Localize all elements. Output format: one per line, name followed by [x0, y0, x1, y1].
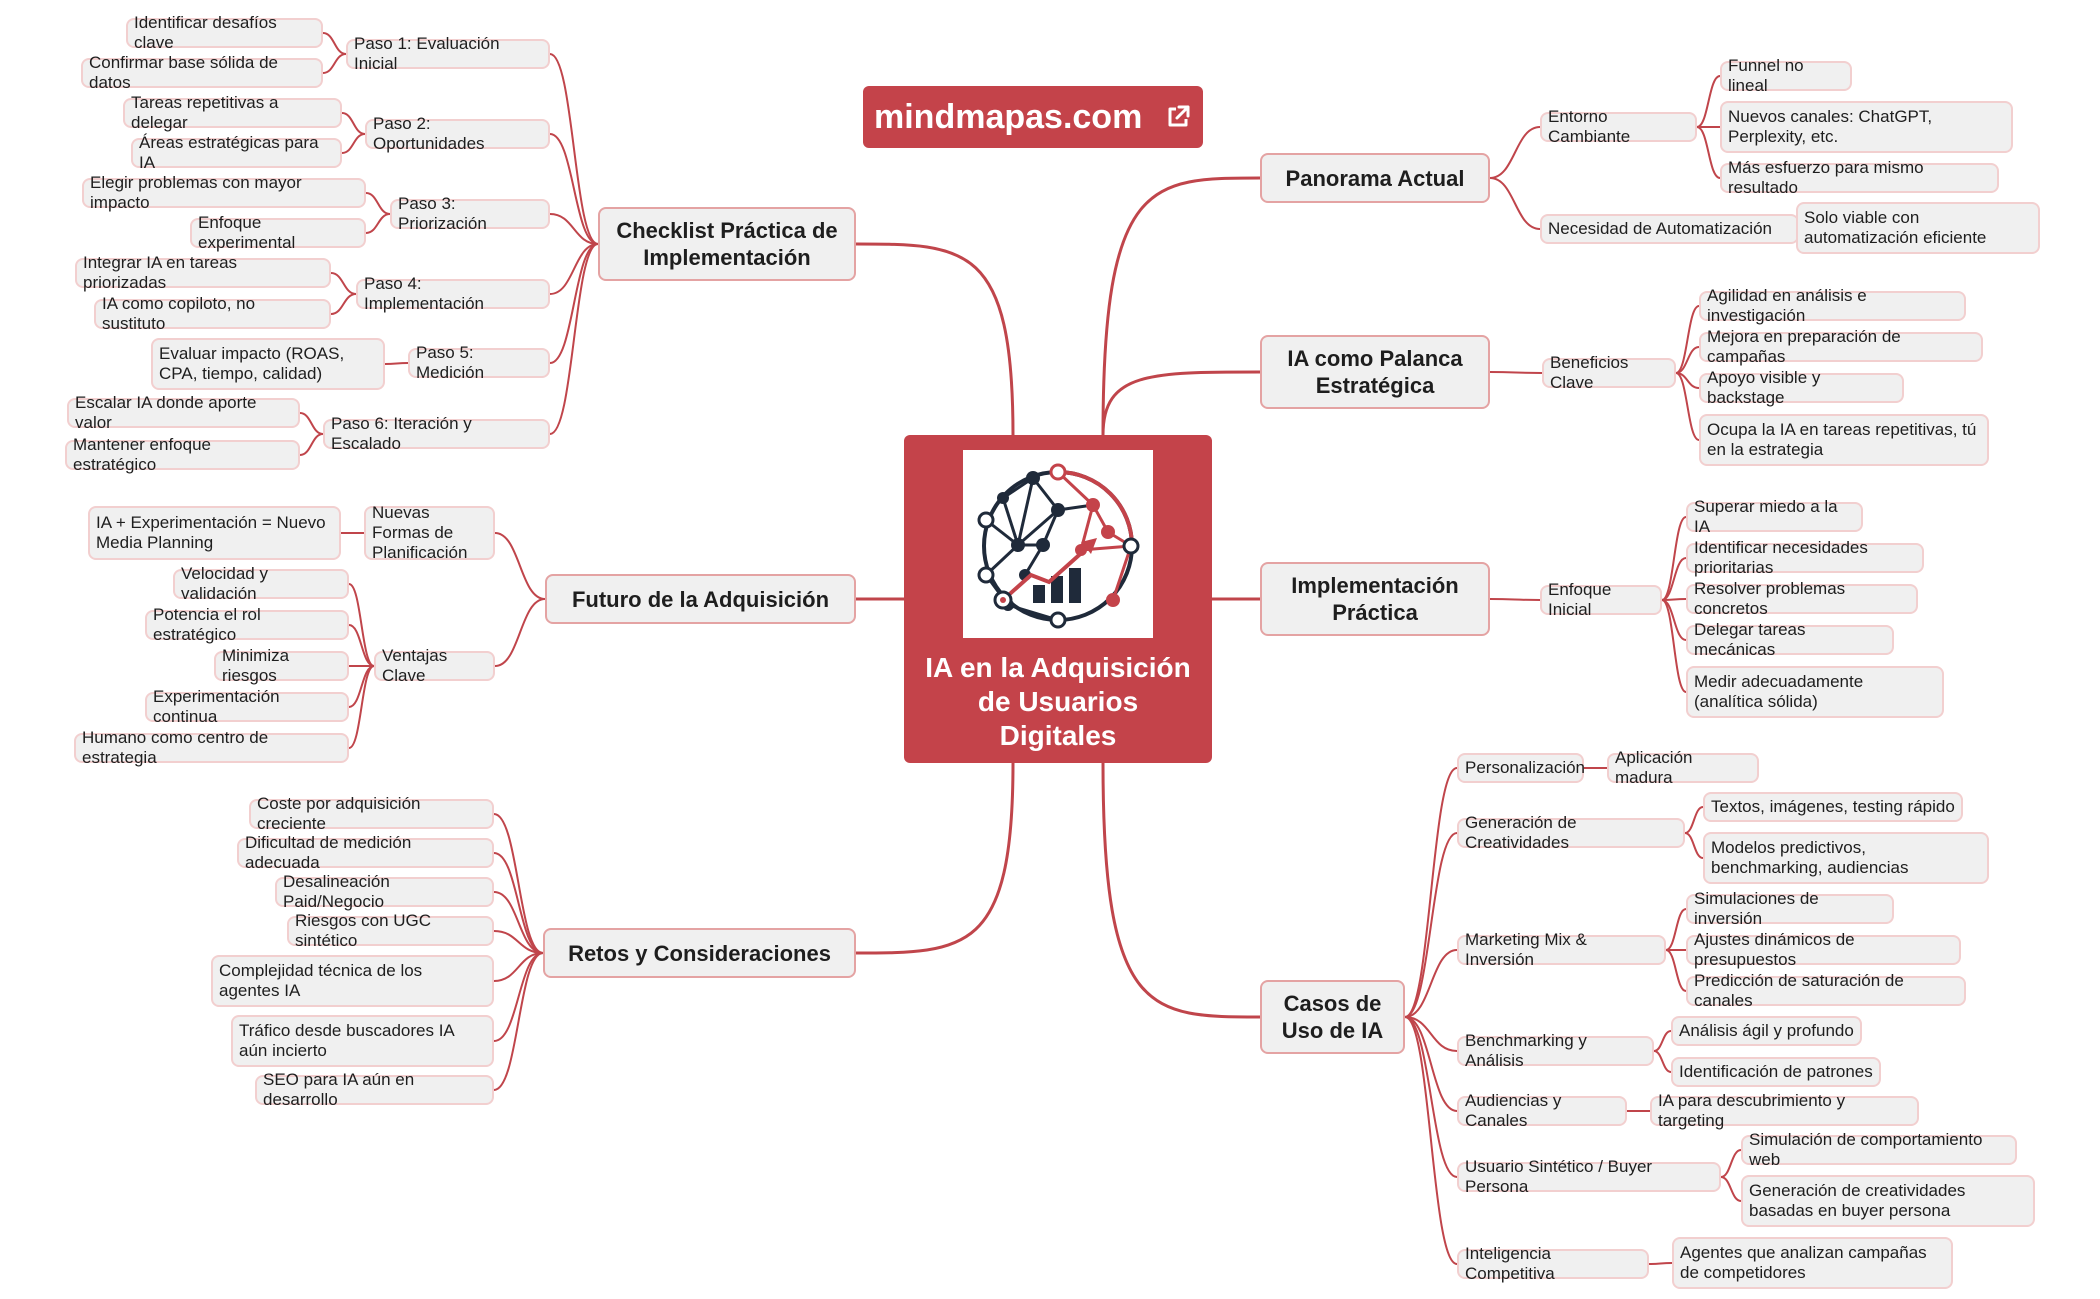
leaf-humano-centro[interactable]: [74, 728, 349, 767]
connector-paso4-l_integrar: [331, 273, 356, 294]
leaf-ocupa-ia[interactable]: [1699, 414, 1989, 466]
leaf-trafico-buscadores[interactable]: [231, 1015, 494, 1067]
leaf-complejidad-tecnica[interactable]: [211, 955, 494, 1007]
leaf-ia-copiloto[interactable]: [94, 294, 331, 333]
leaf-label: Escalar IA donde aporte valor: [75, 393, 257, 432]
connector-paso1-l_desafios: [323, 33, 346, 54]
sub-beneficios-clave-label: Beneficios Clave: [1550, 353, 1629, 392]
leaf-label: Dificultad de medición adecuada: [245, 833, 412, 872]
connector-marketing-l_prediccion: [1666, 950, 1686, 991]
leaf-label: Identificar necesidades prioritarias: [1694, 538, 1868, 577]
branch-casos-label: Casos de Uso de IA: [1281, 991, 1384, 1043]
sub-marketing-mix[interactable]: [1457, 930, 1666, 969]
connector-casos-generacion: [1405, 833, 1457, 1017]
sub-paso-5[interactable]: [408, 343, 550, 382]
connector-implementacion-enfoque_ini: [1490, 599, 1540, 600]
connector-futuro-nuevas: [495, 533, 545, 599]
connector-paso6-l_mantener: [300, 434, 323, 455]
connector-futuro-ventajas: [495, 599, 545, 666]
connector-enfoque_ini-l_resolver: [1662, 599, 1686, 600]
connector-center-casos: [1103, 763, 1260, 1017]
leaf-label: Ajustes dinámicos de presupuestos: [1694, 930, 1855, 969]
leaf-simulaciones-inversion[interactable]: [1686, 889, 1894, 928]
connector-casos-personalizacion: [1405, 768, 1457, 1017]
sub-necesidad-automatizacion-label: Necesidad de Automatización: [1548, 219, 1772, 238]
leaf-label: Coste por adquisición creciente: [257, 794, 421, 833]
leaf-agilidad[interactable]: [1699, 286, 1966, 325]
leaf-label: Riesgos con UGC sintético: [295, 911, 432, 950]
sub-entorno-cambiante-label: Entorno Cambiante: [1548, 107, 1631, 146]
leaf-modelos-predictivos[interactable]: [1703, 832, 1989, 884]
sub-paso-2[interactable]: [365, 114, 550, 153]
brand-link[interactable]: [863, 86, 1203, 148]
connector-inteligencia-l_agentes: [1649, 1263, 1672, 1264]
leaf-label: Identificar desafíos clave: [134, 13, 277, 52]
leaf-simulacion-comportamiento[interactable]: [1741, 1130, 2017, 1169]
leaf-label: Agilidad en análisis e investigación: [1707, 286, 1867, 325]
sub-necesidad-automatizacion[interactable]: [1540, 214, 1799, 244]
connector-palanca-beneficios: [1490, 372, 1542, 373]
sub-personalizacion-label: Personalización: [1465, 758, 1586, 777]
connector-paso6-l_escalar: [300, 413, 323, 434]
leaf-label: Textos, imágenes, testing rápido: [1711, 797, 1955, 816]
branch-panorama-label: Panorama Actual: [1285, 165, 1465, 191]
leaf-label: Mejora en preparación de campañas: [1707, 327, 1901, 366]
branch-implementacion[interactable]: [1260, 562, 1490, 636]
sub-ventajas-clave[interactable]: [374, 646, 495, 685]
leaf-identificacion-patrones[interactable]: [1671, 1057, 1881, 1087]
connector-checklist-paso6: [550, 244, 598, 434]
branch-futuro-label: Futuro de la Adquisición: [571, 586, 830, 612]
sub-enfoque-inicial-label: Enfoque Inicial: [1548, 580, 1612, 619]
leaf-coste-adquisicion[interactable]: [249, 794, 494, 833]
leaf-label: IA para descubrimiento y targeting: [1658, 1091, 1846, 1130]
sub-ventajas-clave-label: Ventajas Clave: [382, 646, 448, 685]
leaf-seo-ia[interactable]: [255, 1070, 494, 1109]
leaf-solo-viable[interactable]: [1796, 202, 2040, 254]
connector-paso4-l_copiloto: [331, 294, 356, 314]
sub-audiencias-canales-label: Audiencias y Canales: [1465, 1091, 1562, 1130]
leaf-tareas-repetitivas[interactable]: [123, 93, 342, 132]
leaf-label: Tareas repetitivas a delegar: [131, 93, 279, 132]
leaf-mas-esfuerzo[interactable]: [1720, 158, 1999, 197]
leaf-label: Identificación de patrones: [1679, 1062, 1873, 1081]
connector-center-retos: [856, 763, 1013, 953]
center-illustration: [963, 450, 1153, 638]
leaf-label: Experimentación continua: [153, 687, 280, 726]
sub-personalizacion[interactable]: [1457, 753, 1584, 783]
leaf-label: Tráfico desde buscadores IA aún incierto: [239, 1021, 454, 1060]
leaf-evaluar-impacto[interactable]: [151, 338, 385, 390]
leaf-dificultad-medicion[interactable]: [237, 833, 494, 872]
branch-implementacion-label: Implementación Práctica: [1291, 573, 1459, 625]
branch-checklist[interactable]: [598, 207, 856, 281]
sub-paso-6-label: Paso 6: Iteración y Escalado: [331, 414, 472, 453]
leaf-label: Áreas estratégicas para IA: [139, 133, 319, 172]
leaf-superar-miedo[interactable]: [1686, 497, 1863, 536]
leaf-funnel[interactable]: [1720, 56, 1852, 95]
leaf-delegar-tareas[interactable]: [1686, 620, 1894, 659]
leaf-label: Minimiza riesgos: [222, 646, 290, 685]
leaf-label: Simulación de comportamiento web: [1749, 1130, 1983, 1169]
branch-futuro[interactable]: [545, 574, 856, 624]
sub-entorno-cambiante[interactable]: [1540, 107, 1697, 146]
connector-retos-l_dificultad: [494, 853, 543, 953]
sub-paso-4-label: Paso 4: Implementación: [364, 274, 485, 313]
leaf-label: Agentes que analizan campañas de competidores: [1680, 1243, 1927, 1282]
leaf-riesgos-ugc[interactable]: [287, 911, 494, 950]
leaf-label: Apoyo visible y backstage: [1707, 368, 1821, 407]
connector-benchmarking-l_analisis: [1654, 1031, 1671, 1051]
leaf-aplicacion-madura[interactable]: [1607, 748, 1759, 787]
sub-audiencias-canales[interactable]: [1457, 1091, 1627, 1130]
leaf-label: Resolver problemas concretos: [1694, 579, 1846, 618]
leaf-experimentacion-continua[interactable]: [145, 687, 349, 726]
leaf-label: Integrar IA en tareas priorizadas: [83, 253, 238, 292]
sub-paso-5-label: Paso 5: Medición: [416, 343, 485, 382]
connector-paso2-l_areas: [342, 134, 365, 153]
leaf-label: SEO para IA aún en desarrollo: [263, 1070, 415, 1109]
connector-beneficios-l_ocupa: [1676, 373, 1699, 440]
ai-network-growth-icon: [963, 450, 1153, 638]
connector-center-palanca: [1103, 372, 1260, 435]
leaf-velocidad[interactable]: [173, 564, 349, 603]
leaf-label: Humano como centro de estrategia: [82, 728, 269, 767]
leaf-label: Medir adecuadamente (analítica sólida): [1694, 672, 1864, 711]
leaf-textos-imagenes[interactable]: [1703, 792, 1963, 822]
sub-marketing-mix-label: Marketing Mix & Inversión: [1465, 930, 1587, 969]
sub-paso-1-label: Paso 1: Evaluación Inicial: [354, 34, 500, 73]
sub-paso-4[interactable]: [356, 274, 550, 313]
leaf-prediccion-saturacion[interactable]: [1686, 971, 1966, 1010]
leaf-label: Simulaciones de inversión: [1694, 889, 1819, 928]
leaf-label: Más esfuerzo para mismo resultado: [1728, 158, 1924, 197]
sub-paso-3-label: Paso 3: Priorización: [398, 194, 487, 233]
leaf-label: IA como copiloto, no sustituto: [102, 294, 256, 333]
leaf-apoyo-visible[interactable]: [1699, 368, 1904, 407]
connector-benchmarking-l_patrones: [1654, 1051, 1671, 1072]
sub-usuario-sintetico[interactable]: [1457, 1157, 1721, 1196]
leaf-ajustes-dinamicos[interactable]: [1686, 930, 1961, 969]
leaf-identificar-desafios[interactable]: [126, 13, 323, 52]
connector-marketing-l_simulaciones: [1666, 909, 1686, 950]
leaf-label: Ocupa la IA en tareas repetitivas, tú en la estrategia: [1707, 420, 1977, 459]
sub-inteligencia-competitiva[interactable]: [1457, 1244, 1649, 1283]
central-topic-title: IA en la Adquisición de Usuarios Digitales: [925, 652, 1191, 751]
external-link-icon: [1165, 104, 1191, 130]
sub-beneficios-clave[interactable]: [1542, 353, 1676, 392]
sub-enfoque-inicial[interactable]: [1540, 580, 1662, 619]
connector-usuario-l_generacion_buyer: [1721, 1177, 1741, 1201]
sub-generacion-creatividades[interactable]: [1457, 813, 1685, 852]
connector-panorama-entorno: [1490, 127, 1540, 178]
connector-paso3-l_enfoque_exp: [366, 214, 390, 233]
sub-usuario-sintetico-label: Usuario Sintético / Buyer Persona: [1465, 1157, 1653, 1196]
leaf-label: Delegar tareas mecánicas: [1694, 620, 1806, 659]
leaf-integrar-ia[interactable]: [75, 253, 331, 292]
branch-casos[interactable]: [1260, 980, 1405, 1054]
leaf-identificar-necesidades[interactable]: [1686, 538, 1924, 577]
connector-paso1-l_base: [323, 54, 346, 73]
leaf-label: Funnel no lineal: [1728, 56, 1804, 95]
leaf-label: Elegir problemas con mayor impacto: [90, 173, 302, 212]
leaf-label: Aplicación madura: [1615, 748, 1693, 787]
leaf-resolver-problemas[interactable]: [1686, 579, 1918, 618]
connector-generacion-l_modelos: [1685, 833, 1703, 858]
leaf-label: Modelos predictivos, benchmarking, audiencias: [1711, 838, 1909, 877]
leaf-elegir-problemas[interactable]: [82, 173, 366, 212]
leaf-escalar-ia[interactable]: [67, 393, 300, 432]
connector-enfoque_ini-l_medir: [1662, 600, 1686, 692]
connector-beneficios-l_agilidad: [1676, 306, 1699, 373]
leaf-label: Predicción de saturación de canales: [1694, 971, 1904, 1010]
branch-retos[interactable]: [543, 928, 856, 978]
leaf-enfoque-experimental[interactable]: [190, 213, 366, 252]
connector-ventajas-l_humano: [349, 666, 374, 748]
sub-paso-3[interactable]: [390, 194, 550, 233]
connector-entorno-l_esfuerzo: [1697, 127, 1720, 178]
leaf-potencia-rol[interactable]: [145, 605, 349, 644]
leaf-label: Mantener enfoque estratégico: [73, 435, 211, 474]
leaf-areas-estrategicas[interactable]: [131, 133, 342, 172]
leaf-label: Enfoque experimental: [198, 213, 296, 252]
leaf-desalineacion[interactable]: [275, 872, 494, 911]
leaf-label: Solo viable con automatización eficiente: [1804, 208, 1987, 247]
leaf-label: Nuevos canales: ChatGPT, Perplexity, etc.: [1728, 107, 1933, 146]
brand-label: mindmapas.com: [874, 97, 1143, 136]
connector-ventajas-l_velocidad: [349, 584, 374, 666]
connector-enfoque_ini-l_delegar: [1662, 600, 1686, 640]
branch-panorama[interactable]: [1260, 153, 1490, 203]
leaf-analisis-agil[interactable]: [1671, 1016, 1862, 1046]
sub-benchmarking[interactable]: [1457, 1031, 1654, 1070]
leaf-label: Potencia el rol estratégico: [153, 605, 261, 644]
leaf-label: Velocidad y validación: [181, 564, 268, 603]
leaf-label: Análisis ágil y profundo: [1679, 1021, 1854, 1040]
central-topic[interactable]: [904, 435, 1212, 763]
sub-paso-6[interactable]: [323, 414, 550, 453]
leaf-label: Complejidad técnica de los agentes IA: [219, 961, 423, 1000]
connector-center-checklist: [856, 244, 1013, 435]
connector-usuario-l_simulacion_web: [1721, 1150, 1741, 1177]
leaf-ia-experimentacion[interactable]: [88, 506, 341, 560]
connector-entorno-l_funnel: [1697, 76, 1720, 127]
leaf-confirmar-base[interactable]: [81, 53, 323, 92]
connector-retos-l_seo: [494, 953, 543, 1090]
branch-palanca-label: IA como Palanca Estratégica: [1287, 346, 1463, 398]
sub-generacion-creatividades-label: Generación de Creatividades: [1465, 813, 1577, 852]
connector-casos-inteligencia: [1405, 1017, 1457, 1264]
connector-paso2-l_tareas: [342, 113, 365, 134]
leaf-label: Evaluar impacto (ROAS, CPA, tiempo, calidad): [159, 344, 345, 383]
connector-casos-usuario: [1405, 1017, 1457, 1177]
connector-panorama-necesidad: [1490, 178, 1540, 229]
leaf-mantener-enfoque[interactable]: [65, 435, 300, 474]
sub-nuevas-formas-label: Nuevas Formas de Planificación: [372, 503, 468, 562]
leaf-medir-adecuadamente[interactable]: [1686, 666, 1944, 718]
leaf-label: Confirmar base sólida de datos: [89, 53, 278, 92]
leaf-generacion-buyer[interactable]: [1741, 1175, 2035, 1227]
connector-paso5-l_evaluar: [385, 363, 408, 364]
sub-nuevas-formas[interactable]: [364, 503, 495, 562]
leaf-agentes-competidores[interactable]: [1672, 1237, 1953, 1289]
branch-retos-label: Retos y Consideraciones: [568, 940, 831, 966]
sub-paso-1[interactable]: [346, 34, 550, 73]
connector-paso3-l_elegir: [366, 193, 390, 214]
leaf-label: Superar miedo a la IA: [1694, 497, 1838, 536]
leaf-ia-descubrimiento[interactable]: [1650, 1091, 1919, 1130]
leaf-minimiza-riesgos[interactable]: [214, 646, 349, 685]
leaf-label: Desalineación Paid/Negocio: [283, 872, 390, 911]
leaf-label: IA + Experimentación = Nuevo Media Planning: [96, 513, 326, 552]
connector-center-panorama: [1103, 178, 1260, 435]
branch-palanca[interactable]: [1260, 335, 1490, 409]
sub-paso-2-label: Paso 2: Oportunidades: [373, 114, 485, 153]
leaf-nuevos-canales[interactable]: [1720, 101, 2013, 153]
sub-benchmarking-label: Benchmarking y Análisis: [1465, 1031, 1587, 1070]
sub-inteligencia-competitiva-label: Inteligencia Competitiva: [1465, 1244, 1555, 1283]
branch-checklist-label: Checklist Práctica de Implementación: [616, 218, 838, 270]
leaf-label: Generación de creatividades basadas en buyer persona: [1749, 1181, 1966, 1220]
leaf-mejora-preparacion[interactable]: [1699, 327, 1983, 366]
connector-generacion-l_textos: [1685, 807, 1703, 833]
